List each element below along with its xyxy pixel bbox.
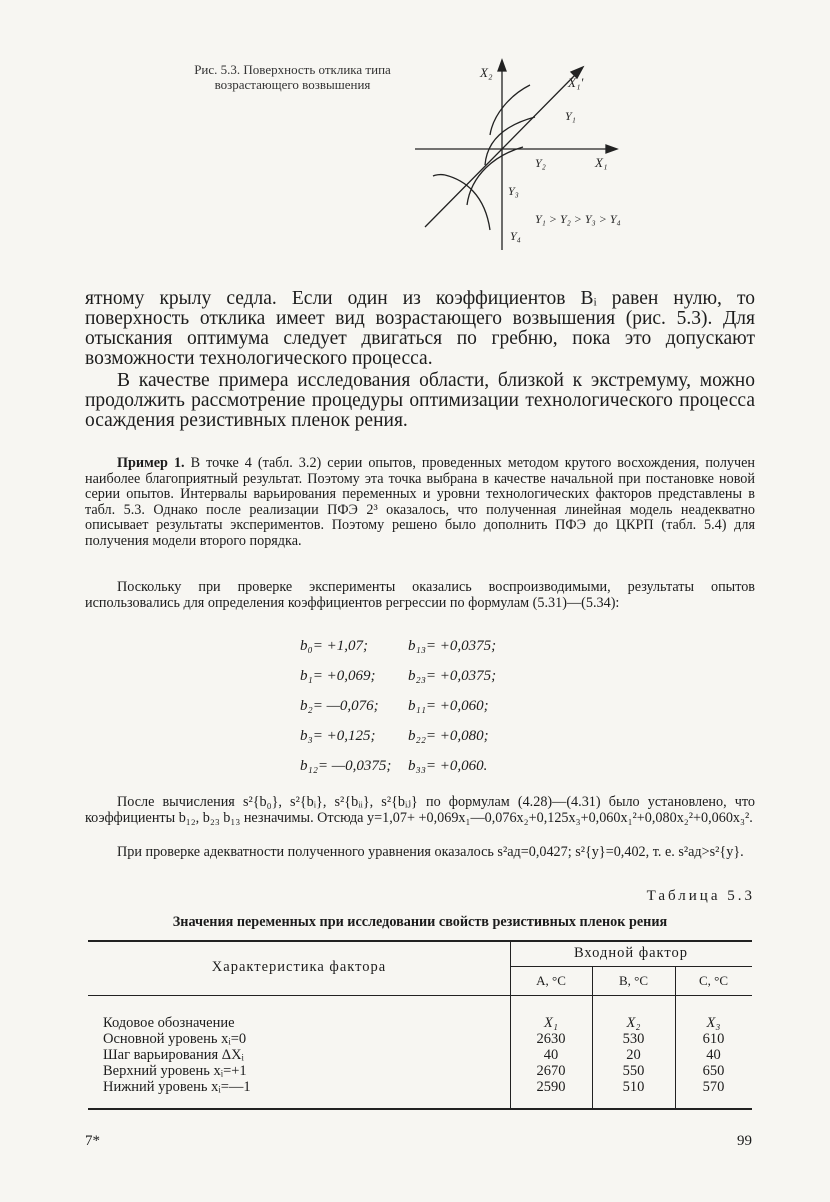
example-paragraph-3: После вычисления s²{b₀}, s²{bᵢ}, s²{bᵢᵢ}, s²{bᵢⱼ} по формулам (4.28)—(4.31) было установлено, что коэффициенты b₁₂, b₂₃ b₁₃ незначимы. Отсюда y=1,07+ +0,069x₁—0,076x₂+0,125x₃+0,060x₁²+0,080x₂²+0,060x₃². bbox=[85, 794, 755, 826]
signature-mark: 7* bbox=[85, 1133, 100, 1149]
coef: b₁₃= +0,0375; bbox=[408, 638, 497, 654]
table-title: Значения переменных при исследовании свойств резистивных пленок рения bbox=[172, 914, 668, 930]
label-y2: Y₂ bbox=[535, 156, 546, 170]
table-number: Таблица 5.3 bbox=[646, 888, 755, 904]
coef: b₂₃= +0,0375; bbox=[408, 668, 497, 684]
coef: b₂= —0,076; bbox=[300, 698, 379, 714]
header-col-b: B, °C bbox=[618, 973, 649, 988]
cell: X₁ bbox=[544, 1015, 558, 1031]
header-input-factor: Входной фактор bbox=[573, 945, 689, 961]
cell: 570 bbox=[702, 1079, 725, 1095]
coef: b₁= +0,069; bbox=[300, 668, 376, 684]
cell: 2590 bbox=[536, 1079, 566, 1095]
row-label: Шаг варьирования ΔXᵢ bbox=[103, 1047, 244, 1063]
main-paragraph-2: В качестве примера исследования области, близкой к экстремуму, можно продолжить рассмотрение процедуры оптимизации технологического процесса осаждения резистивных пленок рения. bbox=[85, 370, 755, 431]
cell: 2670 bbox=[536, 1063, 566, 1079]
cell: 20 bbox=[626, 1047, 641, 1063]
label-x1-prime: X₁' bbox=[568, 75, 584, 90]
example-text: В точке 4 (табл. 3.2) серии опытов, проведенных методом крутого восхождения, получен наиболее благоприятный результат. Поэтому эта точка выбрана в качестве начальной при постановке новой серии опытов. Интервалы варьирования переменных и уровни технологических факторов представлены в табл. 5.3. Однако после реализации ПФЭ 2³ оказалось, что полученная линейная модель неадекватно описывает результаты экспериментов. Поэтому решено было дополнить ПФЭ до ЦКРП (табл. 5.4) для получения модели второго порядка. bbox=[85, 455, 756, 549]
label-y3: Y₃ bbox=[508, 184, 519, 198]
row-label: Верхний уровень xᵢ=+1 bbox=[103, 1063, 247, 1079]
label-x1: X₁ bbox=[595, 155, 608, 170]
label-y1: Y₁ bbox=[565, 109, 576, 123]
figure-caption: Рис. 5.3. Поверхность отклика типа возрастающего возвышения bbox=[194, 62, 391, 92]
example-label: Пример 1. bbox=[117, 455, 185, 471]
cell: 650 bbox=[702, 1063, 725, 1079]
label-inequality: Y₁ > Y₂ > Y₃ > Y₄ bbox=[535, 212, 621, 226]
cell: 550 bbox=[622, 1063, 645, 1079]
cell: X₃ bbox=[706, 1015, 721, 1031]
example-paragraph-4: При проверке адекватности полученного уравнения оказалось s²ад=0,0427; s²{y}=0,402, т. е. s²ад>s²{y}. bbox=[117, 844, 744, 860]
header-col-c: C, °C bbox=[698, 973, 729, 988]
cell: X₂ bbox=[626, 1015, 641, 1031]
cell: 40 bbox=[543, 1047, 559, 1063]
page-number: 99 bbox=[737, 1133, 752, 1149]
cell: 2630 bbox=[536, 1031, 566, 1047]
cell: 530 bbox=[622, 1031, 645, 1047]
row-label: Основной уровень xᵢ=0 bbox=[103, 1031, 247, 1047]
cell: 510 bbox=[622, 1079, 645, 1095]
cell: 40 bbox=[706, 1047, 721, 1063]
coef: b₁₂= —0,0375; bbox=[300, 758, 392, 774]
cell: 610 bbox=[702, 1031, 725, 1047]
row-label: Кодовое обозначение bbox=[103, 1015, 235, 1031]
main-paragraph-1: ятному крылу седла. Если один из коэффициентов Bᵢ равен нулю, то поверхность отклика имеет вид возрастающего возвышения (рис. 5.3). Для отыскания оптимума следует двигаться по гребню, пока это допускают возможности технологического процесса. bbox=[85, 288, 755, 369]
label-y4: Y₄ bbox=[510, 229, 521, 243]
label-x2: X₂ bbox=[480, 65, 493, 80]
coef: b₀= +1,07; bbox=[300, 638, 368, 654]
coef: b₃= +0,125; bbox=[300, 728, 376, 744]
coef: b₁₁= +0,060; bbox=[408, 698, 489, 714]
row-label: Нижний уровень xᵢ=—1 bbox=[103, 1079, 251, 1095]
header-col-a: A, °C bbox=[536, 973, 566, 988]
example-paragraph-2: Поскольку при проверке эксперименты оказались воспроизводимыми, результаты опытов использовались для определения коэффициентов регрессии по формулам (5.31)—(5.34): bbox=[85, 579, 755, 611]
coef: b₃₃= +0,060. bbox=[408, 758, 488, 774]
header-characteristic: Характеристика фактора bbox=[211, 959, 387, 975]
coef: b₂₂= +0,080; bbox=[408, 728, 489, 744]
